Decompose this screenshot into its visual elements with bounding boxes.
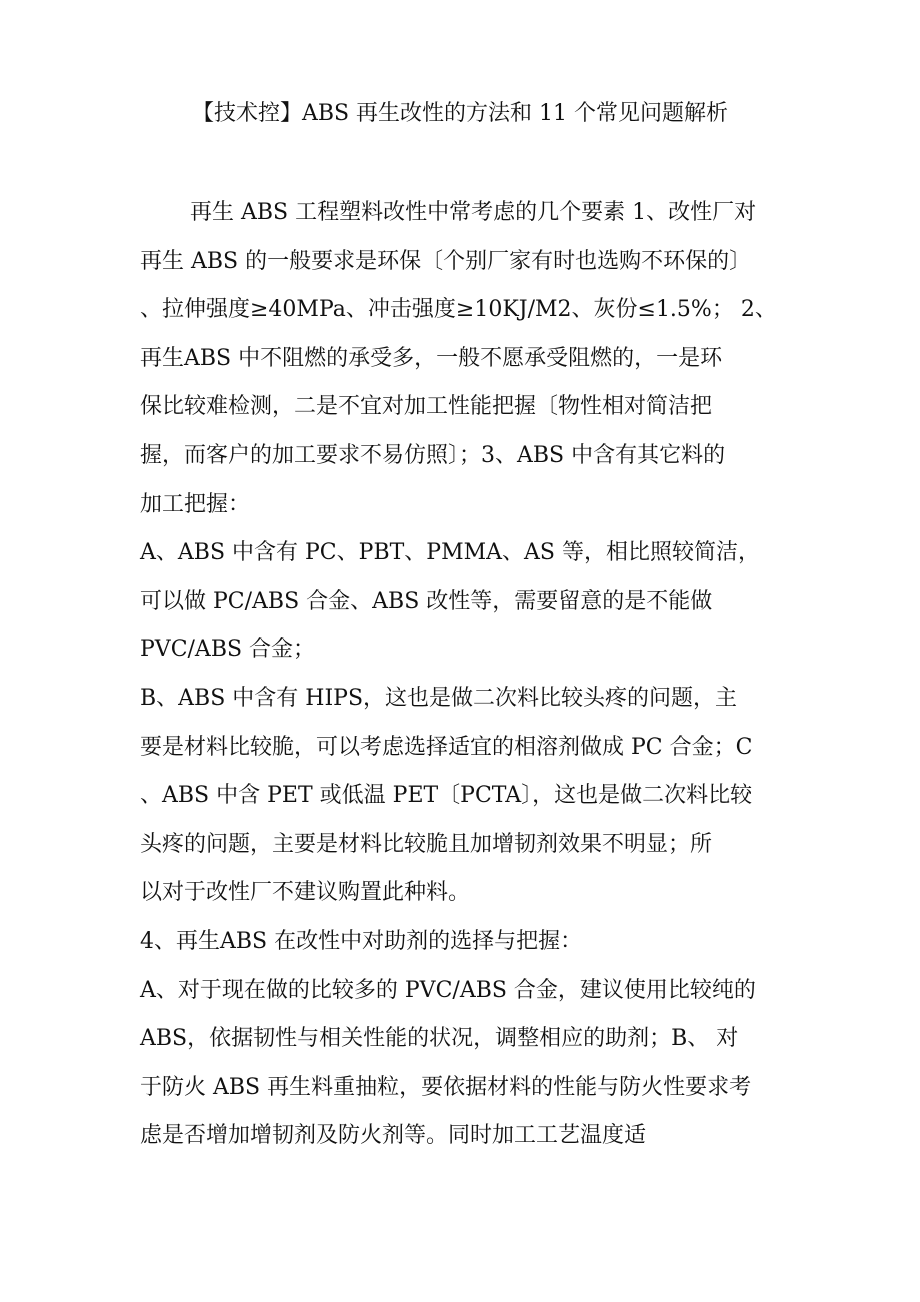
paragraph-line: 于防火 ABS 再生料重抽粒，要依据材料的性能与防火性要求考: [140, 1074, 752, 1100]
paragraph-line: 保比较难检测，二是不宜对加工性能把握〔物性相对简洁把: [140, 394, 713, 420]
paragraph-line: 加工把握：: [140, 491, 251, 517]
paragraph-line: 以对于改性厂不建议购置此种料。: [140, 880, 471, 906]
paragraph-line: A、ABS 中含有 PC、PBT、PMMA、AS 等，相比照较简洁，: [140, 540, 760, 566]
paragraph-line: 再生 ABS 工程塑料改性中常考虑的几个要素 1、改性厂对: [190, 200, 757, 225]
paragraph-line: 虑是否增加增韧剂及防火剂等。同时加工工艺温度适: [140, 1123, 647, 1149]
paragraph-line: 要是材料比较脆，可以考虑选择适宜的相溶剂做成 PC 合金；C: [140, 734, 753, 760]
document-body: [140, 195, 800, 1167]
paragraph-line: 可以做 PC/ABS 合金、ABS 改性等，需要留意的是不能做: [140, 588, 713, 614]
paragraph-line: 再生 ABS 的一般要求是环保〔个别厂家有时也选购不环保的〕: [140, 248, 752, 274]
paragraph-line: 、ABS 中含 PET 或低温 PET〔PCTA〕，这也是做二次料比较: [140, 783, 753, 809]
document-title: 【技术控】ABS 再生改性的方法和 11 个常见问题解析: [191, 101, 729, 126]
paragraph-line: 4、再生ABS 在改性中对助剂的选择与把握：: [140, 928, 583, 954]
paragraph-line: 握，而客户的加工要求不易仿照〕；3、ABS 中含有其它料的: [140, 442, 726, 468]
paragraph-line: B、ABS 中含有 HIPS，这也是做二次料比较头疼的问题，主: [140, 685, 738, 711]
paragraph-line: A、对于现在做的比较多的 PVC/ABS 合金，建议使用比较纯的: [140, 977, 756, 1003]
paragraph-line: 、拉伸强度≥40MPa、冲击强度≥10KJ/M2、灰份≤1.5%； 2、: [140, 297, 777, 323]
paragraph-line: 头疼的问题，主要是材料比较脆且加增韧剂效果不明显；所: [140, 831, 713, 857]
paragraph-line: ABS，依据韧性与相关性能的状况，调整相应的助剂；B、 对: [140, 1026, 739, 1052]
paragraph-line: PVC/ABS 合金；: [140, 637, 316, 663]
paragraph-line: 再生ABS 中不阻燃的承受多，一般不愿承受阻燃的，一是环: [140, 345, 723, 371]
